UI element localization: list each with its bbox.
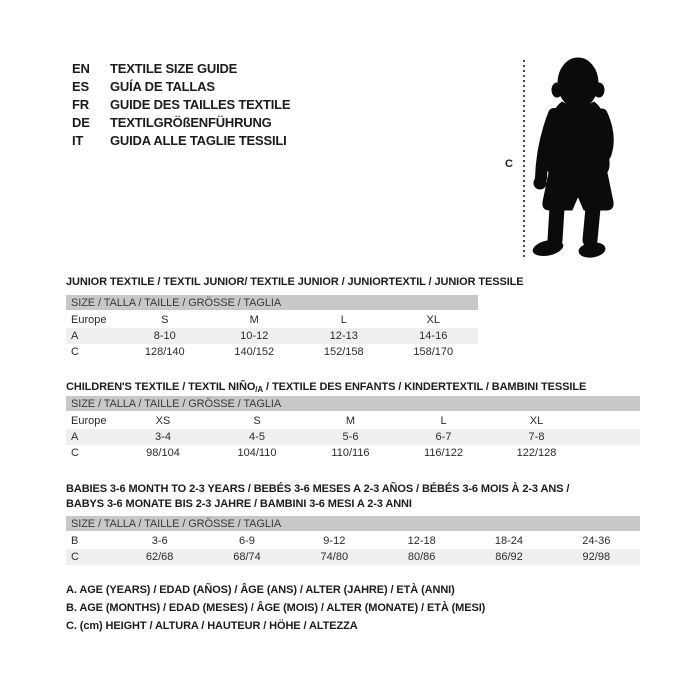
size-cell: 12-13 [329, 330, 358, 342]
size-cell: 104/110 [237, 447, 277, 459]
size-cell: 122/128 [516, 447, 557, 459]
row-label: A [71, 431, 79, 443]
row-label: C [71, 447, 79, 459]
size-header-bar: SIZE / TALLA / TAILLE / GRÖSSE / TAGLIA [66, 295, 478, 311]
junior-table-title: JUNIOR TEXTILE / TEXTIL JUNIOR/ TEXTILE JUNIOR / JUNIORTEXTIL / JUNIOR TESSILE [66, 276, 524, 289]
size-cell: 110/116 [331, 447, 370, 459]
language-row-fr [72, 96, 290, 114]
size-cell: 18-24 [494, 535, 524, 547]
size-cell: 14-16 [419, 330, 448, 342]
children-title-pre: CHILDREN'S TEXTILE / TEXTIL NIÑO [66, 381, 256, 394]
junior-size-table [66, 295, 478, 360]
size-cell: 116/122 [424, 447, 463, 459]
table-row-height [66, 344, 478, 360]
size-cell: 9-12 [323, 535, 346, 547]
size-cell: L [440, 415, 447, 427]
baby-silhouette-icon [526, 50, 630, 264]
size-cell: 6-7 [435, 431, 452, 443]
table-row-europe [66, 412, 640, 429]
size-cell: 62/68 [145, 551, 174, 563]
table-row-age [66, 429, 640, 445]
children-size-table [66, 396, 640, 461]
language-code: FR [72, 97, 89, 112]
babies-size-table [66, 516, 640, 565]
size-cell: 92/98 [582, 551, 611, 563]
language-label: GUÍA DE TALLAS [110, 79, 215, 94]
children-title-post: / TEXTILE DES ENFANTS / KINDERTEXTIL / BAMBINI TESSILE [263, 381, 587, 394]
size-cell: L [340, 314, 347, 326]
size-cell: XS [155, 415, 171, 427]
size-cell: 4-5 [249, 431, 265, 443]
size-cell: XL [426, 314, 440, 326]
size-cell: S [253, 415, 261, 427]
spacer-cell [583, 412, 640, 429]
row-label: Europe [71, 415, 107, 427]
note-age-months: B. AGE (MONTHS) / EDAD (MESES) / ÂGE (MOIS) / ALTER (MONATE) / ETÀ (MESI) [66, 602, 486, 614]
size-cell: M [249, 314, 259, 326]
size-cell: S [161, 314, 169, 326]
size-cell: 8-10 [153, 330, 176, 342]
language-label: GUIDA ALLE TAGLIE TESSILI [110, 133, 287, 148]
row-label: Europe [71, 314, 107, 326]
note-age-years: A. AGE (YEARS) / EDAD (AÑOS) / ÂGE (ANS) / ALTER (JAHRE) / ETÀ (ANNI) [66, 584, 455, 596]
row-label: C [71, 551, 79, 563]
size-cell: 158/170 [413, 346, 454, 358]
size-cell: 12-18 [407, 535, 436, 547]
baby-figure-area [500, 50, 640, 265]
size-cell: 80/86 [407, 551, 436, 563]
children-title-sub: /A [255, 385, 264, 395]
table-row-height [66, 549, 640, 565]
children-table-title [66, 380, 586, 397]
size-cell: 10-12 [240, 330, 269, 342]
language-guide-block [72, 60, 290, 150]
spacer-cell [583, 445, 640, 461]
babies-title-line2: BABYS 3-6 MONATE BIS 2-3 JAHRE / BAMBINI 3-6 MESI A 2-3 ANNI [66, 498, 412, 511]
language-row-en [72, 60, 290, 78]
size-cell: XL [529, 415, 544, 427]
size-cell: 74/80 [320, 551, 349, 563]
table-header-row [66, 396, 640, 412]
language-code: ES [72, 79, 89, 94]
table-row-age [66, 328, 478, 344]
size-cell: 24-36 [582, 535, 611, 547]
language-code: DE [72, 115, 90, 130]
note-height-cm: C. (cm) HEIGHT / ALTURA / HAUTEUR / HÖHE / ALTEZZA [66, 620, 358, 632]
height-measure-dashed-line [523, 60, 525, 258]
size-cell: 68/74 [233, 551, 261, 563]
row-label: C [71, 346, 79, 358]
size-cell: 128/140 [144, 346, 185, 358]
language-code: IT [72, 133, 84, 148]
size-cell: 98/104 [146, 447, 180, 459]
language-row-it [72, 132, 290, 150]
language-row-de [72, 114, 290, 132]
size-cell: 140/152 [234, 346, 275, 358]
babies-title-line1: BABIES 3-6 MONTH TO 2-3 YEARS / BEBÉS 3-6 MESES A 2-3 AÑOS / BÉBÉS 3-6 MOIS À 2-3 ANS / [66, 483, 570, 496]
size-cell: 86/92 [495, 551, 523, 563]
row-label: B [71, 535, 79, 547]
spacer-cell [583, 429, 640, 445]
size-cell: 152/158 [323, 346, 364, 358]
language-label: GUIDE DES TAILLES TEXTILE [110, 97, 291, 112]
babies-table-title [66, 482, 569, 512]
size-header-bar: SIZE / TALLA / TAILLE / GRÖSSE / TAGLIA [66, 516, 640, 532]
legend-notes [66, 581, 485, 635]
language-code: EN [72, 61, 90, 76]
size-cell: 5-6 [342, 431, 359, 443]
table-header-row [66, 516, 640, 532]
size-header-bar: SIZE / TALLA / TAILLE / GRÖSSE / TAGLIA [66, 396, 640, 412]
size-cell: 3-6 [151, 535, 168, 547]
size-cell: 7-8 [528, 431, 545, 443]
height-measure-label: C [505, 158, 513, 170]
table-row-height [66, 445, 640, 461]
size-cell: 3-4 [155, 431, 171, 443]
table-header-row [66, 295, 478, 311]
table-row-age-months [66, 532, 640, 549]
language-row-es [72, 78, 290, 96]
size-cell: 6-9 [239, 535, 255, 547]
size-cell: M [345, 415, 356, 427]
language-label: TEXTILE SIZE GUIDE [110, 61, 238, 76]
table-row-europe [66, 311, 478, 328]
language-label: TEXTILGRÖßENFÜHRUNG [110, 115, 272, 130]
row-label: A [71, 330, 79, 342]
